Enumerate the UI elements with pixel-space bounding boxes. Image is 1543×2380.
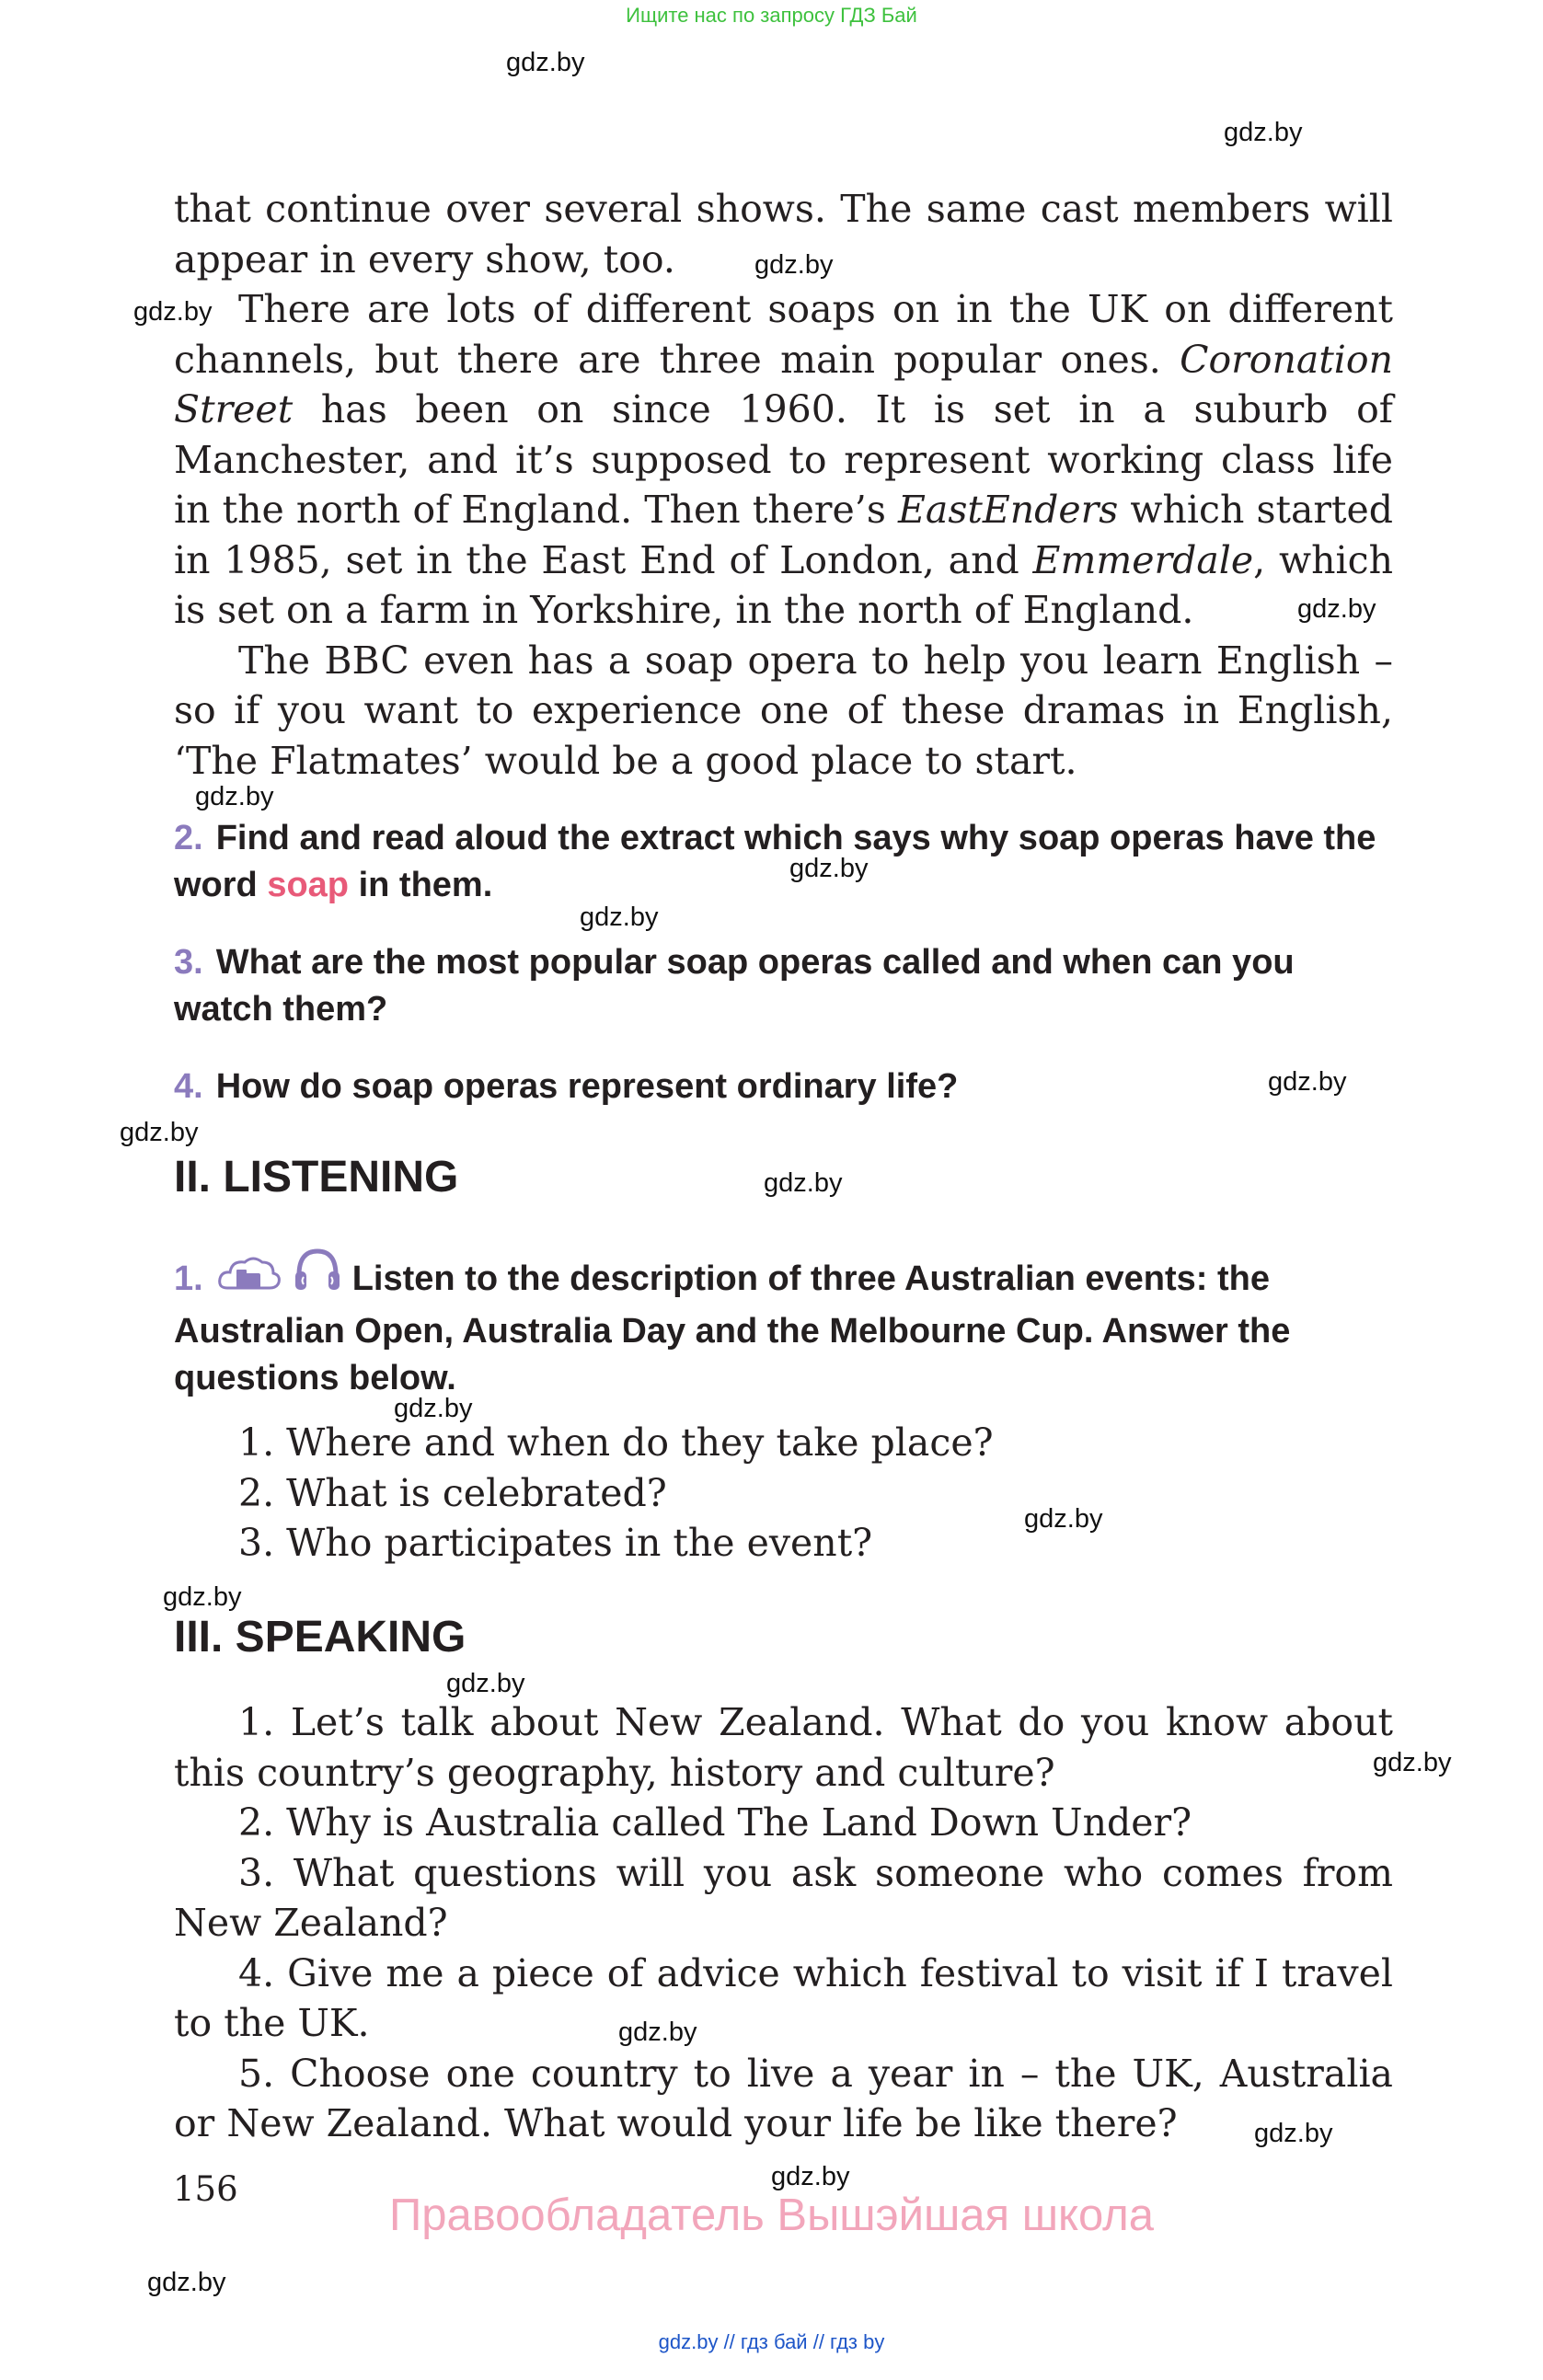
watermark: gdz.by xyxy=(1254,2119,1333,2148)
list-item: 3. What questions will you ask someone who comes from New Zealand? xyxy=(174,1850,1393,1945)
question-2: 2. Find and read aloud the extract which says why soap operas have the word soap in them. xyxy=(174,819,1376,904)
list-item: 5. Choose one country to live a year in – the UK, Australia or New Zealand. What would your life be like there? xyxy=(174,2051,1393,2145)
watermark: gdz.by xyxy=(163,1582,242,1612)
watermark: gdz.by xyxy=(195,782,274,811)
headphones-icon xyxy=(292,1244,343,1308)
question-4: 4. How do soap operas represent ordinary life? xyxy=(174,1067,959,1106)
header-note: Ищите нас по запросу ГДЗ Бай xyxy=(626,4,917,27)
watermark: gdz.by xyxy=(764,1168,843,1198)
watermark: gdz.by xyxy=(771,2162,850,2191)
watermark: gdz.by xyxy=(618,2018,697,2047)
watermark: gdz.by xyxy=(506,48,585,77)
reading-text xyxy=(174,184,1393,786)
watermark: gdz.by xyxy=(394,1394,473,1423)
soap-title: Coronation Street xyxy=(174,337,1393,431)
listening-task: 1. Listen to the description of three Australian events: the Australian Open, Australia Day and the Melbourne Cup. Answer the questions below. xyxy=(174,1244,1393,1402)
watermark: gdz.by xyxy=(1224,118,1303,147)
soap-title: Emmerdale xyxy=(1032,537,1254,582)
watermark: gdz.by xyxy=(1024,1504,1103,1534)
list-item: 1. Let’s talk about New Zealand. What do you know about this country’s geography, history and culture? xyxy=(174,1700,1393,1795)
watermark: gdz.by xyxy=(147,2268,226,2297)
speaking-questions xyxy=(174,1697,1393,2149)
watermark: gdz.by xyxy=(754,250,834,280)
paragraph: that continue over several shows. The same cast members will appear in every show, too. xyxy=(174,187,1393,282)
listening-questions xyxy=(174,1418,1393,1569)
footer-note: gdz.by // гдз бай // гдз by xyxy=(658,2330,885,2353)
watermark: gdz.by xyxy=(133,297,213,327)
list-item: 3. Who participates in the event? xyxy=(238,1521,873,1565)
cloud-folder-icon xyxy=(216,1251,282,1308)
watermark: gdz.by xyxy=(580,903,659,932)
watermark: gdz.by xyxy=(1268,1067,1347,1097)
watermark: gdz.by xyxy=(446,1669,525,1698)
paragraph: There are lots of different soaps on in the UK on different channels, but there are three main popular ones. Coronation Street has been on since 1960. It is set in a suburb of Manchester, and it’s supposed to represent working class life in the north of England. Then there’s EastEnders which started in 1985, set in the East End of London, and Emmerdale, which is set on a farm in Yorkshire, in the north of England. xyxy=(174,287,1394,632)
page-number: 156 xyxy=(173,2169,238,2209)
watermark: gdz.by xyxy=(120,1118,199,1147)
highlight-word: soap xyxy=(267,866,350,904)
soap-title: EastEnders xyxy=(897,488,1119,532)
list-item: 1. Where and when do they take place? xyxy=(238,1420,994,1465)
watermark: gdz.by xyxy=(1373,1748,1452,1777)
paragraph: The BBC even has a soap opera to help you learn English – so if you want to experience one of these dramas in English, ‘The Flatmates’ would be a good place to start. xyxy=(174,638,1393,783)
copyright-notice: Правообладатель Вышэйшая школа xyxy=(388,2190,1155,2240)
watermark: gdz.by xyxy=(1297,594,1376,624)
section-heading-listening: II. LISTENING xyxy=(174,1153,459,1201)
list-item: 2. Why is Australia called The Land Down Under? xyxy=(238,1800,1192,1845)
list-item: 2. What is celebrated? xyxy=(238,1470,667,1515)
section-heading-speaking: III. SPEAKING xyxy=(174,1613,466,1661)
list-item: 4. Give me a piece of advice which festival to visit if I travel to the UK. xyxy=(174,1950,1393,2045)
watermark: gdz.by xyxy=(789,854,869,883)
question-3: 3. What are the most popular soap operas called and when can you watch them? xyxy=(174,943,1295,1029)
